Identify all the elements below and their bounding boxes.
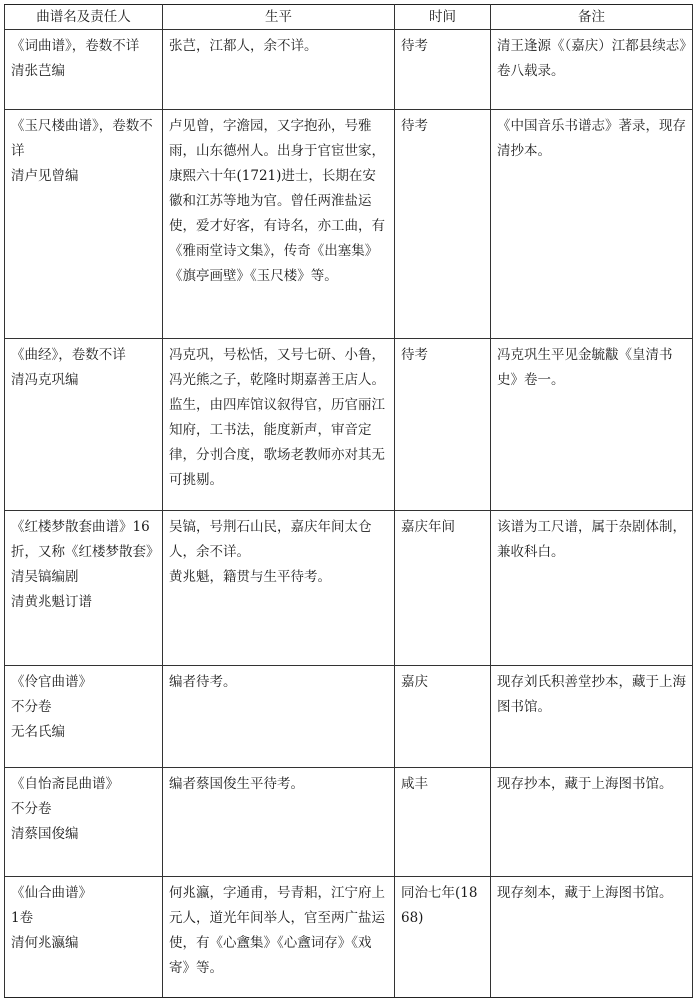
- name-line: 《词曲谱》，卷数不详: [11, 38, 140, 54]
- table-row: [5, 877, 693, 998]
- table-row: [5, 768, 693, 877]
- name-line: 《曲经》，卷数不详: [11, 347, 126, 363]
- name-line: 不分卷: [11, 699, 52, 715]
- cell-bio: 冯克巩，号松恬，又号七研、小鲁，冯光熊之子，乾隆时期嘉善王店人。监生，由四库馆议叙得官，历官丽江知府，工书法，能度新声，审音定律，分刌合度，歌场老教师亦对其无可挑剔。: [163, 339, 395, 511]
- name-line: 《仙合曲谱》: [11, 885, 92, 901]
- cell-name: [5, 768, 163, 877]
- table-row: [5, 110, 693, 339]
- cell-bio: 何兆瀛，字通甫，号青耜，江宁府上元人，道光年间举人，官至两广盐运使，有《心盦集》《心盦词存》《戏寄》等。: [163, 877, 395, 998]
- name-line: 《玉尺楼曲谱》，卷数不详: [11, 118, 153, 159]
- bio-line: 吴镐，号荆石山民，嘉庆年间太仓人，余不详。: [169, 519, 372, 560]
- cell-note: 冯克巩生平见金毓黻《皇清书史》卷一。: [491, 339, 693, 511]
- cell-name: [5, 110, 163, 339]
- cell-name: [5, 339, 163, 511]
- cell-time: 待考: [395, 339, 491, 511]
- cell-bio: 张芑，江都人，余不详。: [163, 30, 395, 110]
- cell-name: [5, 877, 163, 998]
- name-line: 清黄兆魁订谱: [11, 594, 92, 610]
- name-line: 《自怡斋昆曲谱》: [11, 776, 119, 792]
- name-line: 清卢见曾编: [11, 168, 79, 184]
- cell-time: 嘉庆年间: [395, 511, 491, 666]
- cell-note: 现存刻本，藏于上海图书馆。: [491, 877, 693, 998]
- name-line: 不分卷: [11, 801, 52, 817]
- cell-time: 待考: [395, 110, 491, 339]
- name-line: 《红楼梦散套曲谱》16折，又称《红楼梦散套》: [11, 519, 160, 560]
- table-row: [5, 511, 693, 666]
- cell-name: [5, 30, 163, 110]
- cell-time: 嘉庆: [395, 666, 491, 768]
- header-time: 时间: [395, 5, 491, 30]
- header-name: 曲谱名及责任人: [5, 5, 163, 30]
- cell-note: 《中国音乐书谱志》著录，现存清抄本。: [491, 110, 693, 339]
- header-note: 备注: [491, 5, 693, 30]
- name-line: 清蔡国俊编: [11, 826, 79, 842]
- name-line: 清张芑编: [11, 63, 65, 79]
- cell-bio: 编者待考。: [163, 666, 395, 768]
- cell-note: 现存刘氏积善堂抄本，藏于上海图书馆。: [491, 666, 693, 768]
- table-row: [5, 666, 693, 768]
- name-line: 《伶官曲谱》: [11, 674, 92, 690]
- cell-bio: 编者蔡国俊生平待考。: [163, 768, 395, 877]
- name-line: 1卷: [11, 910, 34, 926]
- bio-line: 黄兆魁，籍贯与生平待考。: [169, 569, 331, 585]
- name-line: 清吴镐编剧: [11, 569, 79, 585]
- cell-bio: 卢见曾，字澹园，又字抱孙，号雅雨，山东德州人。出身于官宦世家，康熙六十年(1721)进士，长期在安徽和江苏等地为官。曾任两淮盐运使，爱才好客，有诗名，亦工曲，有《雅雨堂诗文集》，传奇《出塞集》《旗亭画壁》《玉尺楼》等。: [163, 110, 395, 339]
- cell-time: 咸丰: [395, 768, 491, 877]
- cell-note: 清王逢源《（嘉庆）江都县续志》卷八载录。: [491, 30, 693, 110]
- cell-bio: [163, 511, 395, 666]
- table-row: [5, 339, 693, 511]
- qupu-table: [4, 4, 693, 998]
- table-header-row: [5, 5, 693, 30]
- name-line: 无名氏编: [11, 724, 65, 740]
- cell-note: 该谱为工尺谱，属于杂剧体制，兼收科白。: [491, 511, 693, 666]
- table-row: [5, 30, 693, 110]
- name-line: 清何兆瀛编: [11, 935, 79, 951]
- cell-name: [5, 511, 163, 666]
- cell-note: 现存抄本，藏于上海图书馆。: [491, 768, 693, 877]
- name-line: 清冯克巩编: [11, 372, 79, 388]
- cell-name: [5, 666, 163, 768]
- cell-time: 同治七年(1868): [395, 877, 491, 998]
- cell-time: 待考: [395, 30, 491, 110]
- header-bio: 生平: [163, 5, 395, 30]
